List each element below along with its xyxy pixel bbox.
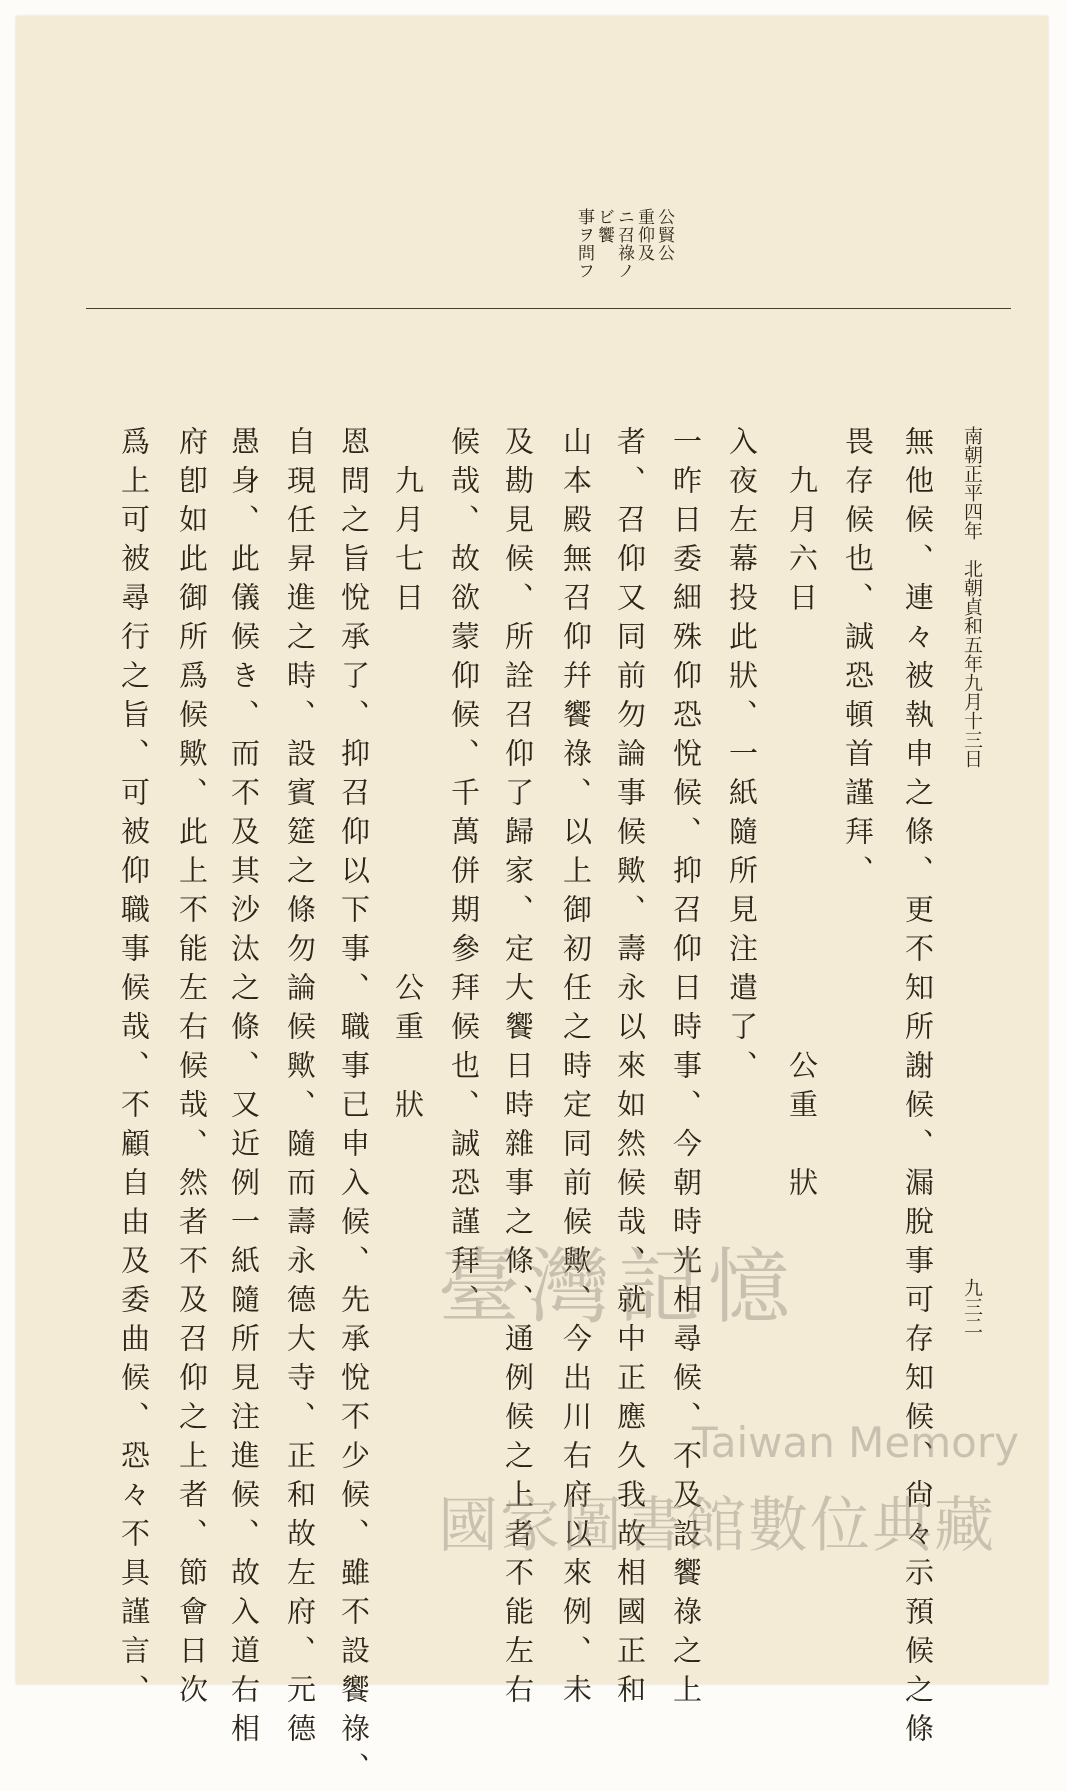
text-line: 府卽如此御所爲候歟、此上不能左右候哉、然者不及召仰之上者、節會日次	[175, 426, 209, 1713]
margin-note-line: 公賢公	[654, 208, 674, 262]
text-line: 山本殿無召仰幷饗祿、以上御初任之時定同前候歟、今出川右府以來例、未	[559, 426, 593, 1713]
text-line: 畏存候也、誠恐頓首謹拜、	[841, 426, 875, 894]
margin-note-line: 事ヲ問フ	[574, 208, 594, 280]
text-line: 及勘見候、所詮召仰了歸家、定大饗日時雜事之條、通例候之上者不能左右	[501, 426, 535, 1713]
header-rule	[86, 308, 1011, 309]
text-line: 者、召仰又同前勿論事候歟、壽永以來如然候哉、就中正應久我故相國正和	[613, 426, 647, 1713]
text-line: 無他候、連々被執申之條、更不知所謝候、漏脫事可存知候、尙々示預候之條	[901, 426, 935, 1752]
text-line: 爲上可被尋行之旨、可被仰職事候哉、不顧自由及委曲候、恐々不具謹言、	[117, 426, 151, 1713]
text-line: 自現任昇進之時、設賓筵之條勿論候歟、隨而壽永德大寺、正和故左府、元德	[283, 426, 317, 1752]
watermark-library: 國家圖書館數位典藏	[438, 1491, 996, 1561]
margin-note-line: ニ召祿ノ	[614, 208, 634, 280]
text-line: 恩問之旨悅承了、抑召仰以下事、職事已申入候、先承悅不少候、雖不設饗祿、	[337, 426, 371, 1791]
running-head: 南朝正平四年 北朝貞和五年九月十三日	[961, 426, 983, 768]
margin-note-line: ビ饗	[594, 208, 614, 244]
text-line: 愚身、此儀候き、而不及其沙汰之條、又近例一紙隨所見注進候、故入道右相	[227, 426, 261, 1752]
text-line: 九月六日 公重 狀	[785, 426, 819, 1206]
text-line: 入夜左幕投此狀、一紙隨所見注遣了、	[725, 426, 759, 1089]
text-line: 九月七日 公重 狀	[391, 426, 425, 1128]
text-line: 候哉、故欲蒙仰候、千萬併期參拜候也、誠恐謹拜、	[447, 426, 481, 1323]
page-number: 九三二	[961, 1278, 983, 1335]
text-line: 一昨日委細殊仰恐悅候、抑召仰日時事、今朝時光相尋候、不及設饗祿之上	[669, 426, 703, 1713]
watermark-english: Taiwan Memory	[692, 1418, 1019, 1467]
margin-note-line: 重仰及	[634, 208, 654, 262]
watermark-cjk: 臺灣記憶	[438, 1240, 799, 1335]
